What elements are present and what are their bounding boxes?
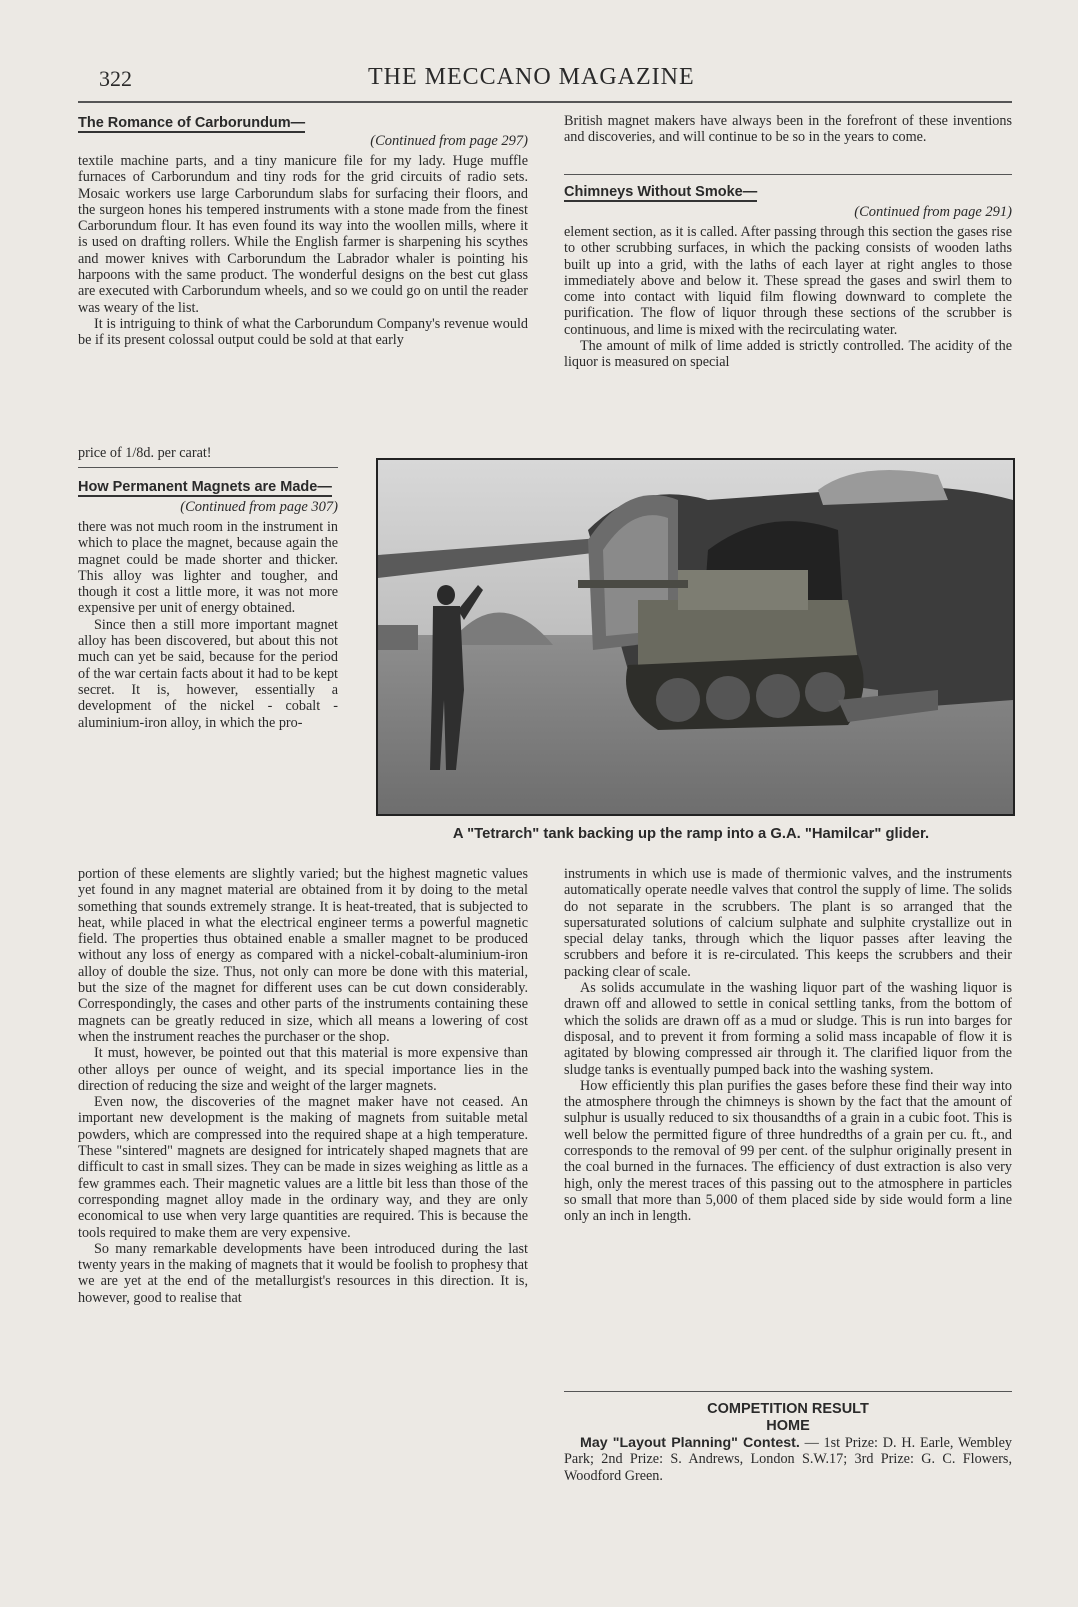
paragraph: It is intriguing to think of what the Carborundum Company's revenue would be if its present colossal output could be sold at that early (78, 315, 528, 349)
continued-note: (Continued from page 291) (854, 204, 1012, 220)
paragraph: portion of these elements are slightly varied; but the highest magnetic values yet found in any magnet material are obtained from it by doing to the metal something that sounds extremely strange. It is heat-treated, that is subjected to heat, while placed in what the electrical engineer terms a powerful magnetic field. The properties thus obtained enable a smaller magnet to be produced without any loss of energy as compared with a nickel-cobalt-aluminium-iron alloy of double the size. Thus, not only can more be done with this material, but the size of the magnet for different uses can be cut down considerably. Correspondingly, the cases and other parts of the instruments containing these magnets can be greatly reduced in size, which all means a lowering of cost when the instrument reaches the purchaser or the shop. (78, 866, 528, 1045)
competition-subtitle: HOME (766, 1418, 810, 1434)
paragraph: As solids accumulate in the washing liquor part of the washing liquor is drawn off and allowed to settle in conical settling tanks, from the bottom of which the solids are drawn off as a mud or sludge. This is run into barges for disposal, and to prevent it from forming a solid mass incapable of flow it is agitated by blowing compressed air through it. The clarified liquor from the sludge tanks is eventually pumped back into the washing system. (564, 980, 1012, 1078)
section-rule (564, 174, 1012, 175)
magazine-title: THE MECCANO MAGAZINE (368, 64, 695, 90)
section-rule (564, 1391, 1012, 1392)
magnets-conclusion: British magnet makers have always been in the forefront of these inventions and discoveries, and will continue to be so in the years to come. (564, 113, 1012, 146)
paragraph: textile machine parts, and a tiny manicure file for my lady. Huge muffle furnaces of Carborundum and tiny rods for the grid circuits of radio sets. Mosaic workers use large Carborundum slabs for surfacing their floors, and the surgeon hones his tempered instruments with a stone made from the finest Carborundum flour. It has even found its way into the woollen mills, where it is used on drafting rollers. While the English farmer is sharpening his scythes and mower knives with Carborundum the Labrador whaler is pointing his harpoons with the same product. The wonderful designs on the best cut glass are executed with Carborundum wheels, and so we could go on until the reader was weary of the list. (78, 153, 528, 316)
article-chimneys (564, 183, 1012, 371)
article-heading: Chimneys Without Smoke— (564, 184, 758, 200)
contest-winners: — 1st Prize: D. H. Earle, Wembley Park; 2nd Prize: S. Andrews, London S.W.17; 3rd Prize: G. C. Flowers, Woodford Green. (564, 1435, 1012, 1484)
tank-glider-photo (376, 458, 1015, 816)
competition-result (564, 1401, 1012, 1484)
paragraph: So many remarkable developments have been introduced during the last twenty years in the making of magnets that it would be foolish to prophesy that we are yet at the end of the metallurgist's resources in this direction. It is, however, good to realise that (78, 1240, 528, 1306)
article-heading: How Permanent Magnets are Made— (78, 479, 332, 495)
photo-caption: A "Tetrarch" tank backing up the ramp into a G.A. "Hamilcar" glider. (452, 826, 930, 842)
article-heading: The Romance of Carborundum— (78, 115, 306, 131)
continued-note: (Continued from page 297) (370, 133, 528, 149)
paragraph-end: price of 1/8d. per carat! (78, 445, 212, 461)
competition-title: COMPETITION RESULT (707, 1401, 869, 1417)
contest-name: May "Layout Planning" Contest. (580, 1435, 800, 1451)
article-carborundum (78, 114, 528, 349)
article-magnets-continued (78, 866, 528, 1306)
article-chimneys-continued (564, 866, 1012, 1225)
section-rule (78, 467, 338, 468)
header-rule (78, 101, 1012, 103)
paragraph: element section, as it is called. After passing through this section the gases rise to other scrubbing surfaces, in which the packing consists of wooden laths built up into a grid, with the laths of each layer at right angles to those immediately above and below it. These spread the gases and swirl them to come into contact with liquid film flowing downward to complete the purification. The flow of liquor through these sections of the scrubber is continuous, and lime is mixed with the recirculating water. (564, 224, 1012, 338)
paragraph: The amount of milk of lime added is strictly controlled. The acidity of the liquor is measured on special (564, 338, 1012, 371)
paragraph: there was not much room in the instrument in which to place the magnet, because again the magnet could be made shorter and thicker. This alloy was lighter and tougher, and though it cost a little more, it was not more expensive per unit of energy obtained. (78, 519, 338, 617)
photo-illustration (378, 460, 1013, 814)
article-magnets (78, 478, 338, 731)
page-number: 322 (99, 66, 132, 91)
paragraph: It must, however, be pointed out that this material is more expensive than other alloys per ounce of weight, and its special importance lies in the direction of reducing the size and weight of the larger magnets. (78, 1045, 528, 1094)
paragraph: Even now, the discoveries of the magnet maker have not ceased. An important new development is the making of magnets from suitable metal powders, which are compressed into the required shape at a high temperature. These "sintered" magnets are designed for intricately shaped magnets that are difficult to cast in small sizes. They can be made in sizes weighing as little as a few grammes each. Their magnetic values are a little bit less than those of the corresponding magnet alloy made in the ordinary way, and they are only economical to use when very large quantities are required. This is because the tools required to make them are very expensive. (78, 1094, 528, 1241)
continued-note: (Continued from page 307) (180, 499, 338, 515)
paragraph: How efficiently this plan purifies the gases before these find their way into the atmosphere through the chimneys is shown by the fact that the amount of sulphur is usually reduced to six thousandths of a grain in a cubic foot. This is well below the permitted figure of three hundredths of a grain per cu. ft., and corresponds to the removal of 99 per cent. of the sulphur originally present in the coal burned in the furnaces. The efficiency of dust extraction is also very high, only the merest traces of this passing out to the atmosphere in particles so small that more than 5,000 of them placed side by side would form a line only an inch in length. (564, 1077, 1012, 1225)
paragraph: instruments in which use is made of thermionic valves, and the instruments automatically operate needle valves that control the supply of lime. The solids do not separate in the scrubbers. The plant is so arranged that the supersaturated solutions of calcium sulphate and sulphite crystallize out in special delay tanks, through which the liquor passes after leaving the scrubbers and before it is re-circulated. This keeps the scrubbers and their packing clear of scale. (564, 866, 1012, 980)
paragraph: Since then a still more important magnet alloy has been discovered, but about this not much can yet be said, because for the period of the war certain facts about it had to be kept secret. It is, however, essentially a development of the nickel - cobalt - aluminium-iron alloy, in which the pro- (78, 616, 339, 731)
